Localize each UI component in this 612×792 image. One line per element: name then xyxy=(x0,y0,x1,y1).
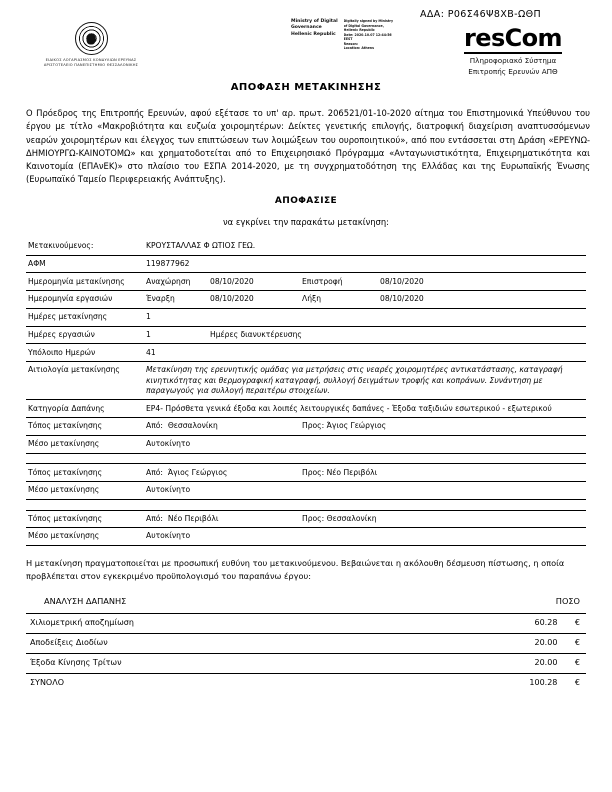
rescom-wordmark: resCom xyxy=(464,24,562,52)
cost-row-name: Αποδείξεις Διοδίων xyxy=(26,634,465,654)
overnight-value xyxy=(378,326,586,344)
seal-caption-line-2: ΑΡΙΣΤΟΤΕΛΕΙΟ ΠΑΝΕΠΙΣΤΗΜΙΟ ΘΕΣΣΑΛΟΝΙΚΗΣ xyxy=(43,63,139,68)
travel-details-table xyxy=(26,238,586,546)
signature-line-1: Digitally signed by Ministry xyxy=(343,19,394,23)
table-row-expense-category xyxy=(26,400,586,418)
signature-line-2: of Digital Governance, xyxy=(343,23,384,28)
table-row-place-2 xyxy=(26,464,586,482)
cost-row-currency: € xyxy=(559,654,586,674)
signature-line-4: Date: 2020.10.07 12:44:56 xyxy=(343,32,392,37)
rescom-subtitle-line-2: Επιτροπής Ερευνών ΑΠΘ xyxy=(468,67,558,77)
departure-value: 08/10/2020 xyxy=(208,273,300,291)
cost-breakdown-table xyxy=(26,613,586,693)
cost-header-name: ΑΝΑΛΥΣΗ ΔΑΠΑΝΗΣ xyxy=(44,596,127,607)
place-label-1: Τόπος μετακίνησης xyxy=(26,418,144,436)
page-title: ΑΠΟΦΑΣΗ ΜΕΤΑΚΙΝΗΣΗΣ xyxy=(230,82,382,93)
cost-total-label: ΣΥΝΟΛΟ xyxy=(26,674,465,693)
end-value: 08/10/2020 xyxy=(378,291,586,309)
cost-row-currency: € xyxy=(559,614,586,634)
cost-row-amount: 20.00 xyxy=(465,634,559,654)
table-row-means-2 xyxy=(26,482,586,500)
cost-row-amount: 20.00 xyxy=(465,654,559,674)
travel-date-label: Ημερομηνία μετακίνησης xyxy=(26,273,144,291)
table-row-traveller xyxy=(26,238,586,255)
means-label-2: Μέσο μετακίνησης xyxy=(26,482,144,500)
digital-signature-details xyxy=(344,19,393,51)
table-row-travel-date xyxy=(26,273,586,291)
work-days-value: 1 xyxy=(144,326,208,344)
place-from-1: Από: Θεσσαλονίκη xyxy=(144,418,300,436)
means-value-1: Αυτοκίνητο xyxy=(144,436,586,454)
cost-row-currency: € xyxy=(559,634,586,654)
work-date-label: Ημερομηνία εργασιών xyxy=(26,291,144,309)
work-days-label: Ημέρες εργασιών xyxy=(26,326,144,344)
afm-value: 119877962 xyxy=(144,255,586,273)
approval-line: να εγκρίνει την παρακάτω μετακίνηση: xyxy=(222,216,389,227)
traveller-value: ΚΡΟΥΣΤΑΛΛΑΣ Φ ΩΤΙΟΣ ΓΕΩ. xyxy=(144,238,586,255)
responsibility-note: Η μετακίνηση πραγματοποιείται με προσωπική ευθύνη του μετακινούμενου. Βεβαιώνεται η ακόλουθη δέσμευση πίστωσης, η οποία προβλέπεται στον εγκεκριμένο προϋπολογισμό του παραπάνω έργου: xyxy=(26,558,565,582)
end-label: Λήξη xyxy=(300,291,378,309)
cost-total-amount: 100.28 xyxy=(465,674,559,693)
ada-code: ΑΔΑ: Ρ06Σ46Ψ8ΧΒ-ΩΘΠ xyxy=(420,9,542,20)
remaining-days-value: 41 xyxy=(144,344,586,362)
overnight-label: Ημέρες διανυκτέρευσης xyxy=(208,326,378,344)
table-row-place-1 xyxy=(26,418,586,436)
return-value: 08/10/2020 xyxy=(378,273,586,291)
cost-row xyxy=(26,634,586,654)
ministry-name-line-2: Governance xyxy=(291,25,322,31)
travel-days-label: Ημέρες μετακίνησης xyxy=(26,308,144,326)
cost-total-row xyxy=(26,674,586,693)
intro-paragraph: Ο Πρόεδρος της Επιτροπής Ερευνών, αφού εξέτασε το υπ' αρ. πρωτ. 206521/01-10-2020 αίτημα του Επιστημονικά Υπεύθυνου του έργου με τίτλο «Μακροβιότητα και ευζωία χοιρομητέρων: Δείκτες γενετικής επιλογής, διατροφική διαχείριση αναπτυσσόμενων νεαρών χοιρομητέρων και έλεγχος των επιπτώσεων των λοιμώξεων του ουροποιητικού», από που εντάσσεται στη Δράση «ΕΡΕΥΝΩ-ΔΗΜΙΟΥΡΓΩ-ΚΑΙΝΟΤΟΜΩ» και χρηματοδοτείται από το Επιχειρησιακό Πρόγραμμα «Ανταγωνιστικότητα, Επιχειρηματικότητα και Καινοτομία (ΕΠΑνΕΚ)» στο πλαίσιο του ΕΣΠΑ 2014-2020, με τη συγχρηματοδότηση της Ελλάδας και της Ευρωπαϊκής Ένωσης (Ευρωπαϊκό Ταμείο Περιφερειακής Ανάπτυξης). xyxy=(26,108,590,185)
ministry-signature-block xyxy=(291,19,393,51)
rescom-logo-block xyxy=(433,26,593,76)
place-to-1: Προς: Άγιος Γεώργιος xyxy=(300,418,586,436)
table-row-work-days xyxy=(26,326,586,344)
means-value-2: Αυτοκίνητο xyxy=(144,482,586,500)
cost-table-header xyxy=(26,596,586,606)
leg-separator-1 xyxy=(26,453,586,464)
reason-value: Μετακίνηση της ερευνητικής ομάδας για μετρήσεις στις νεαρές χοιρομητέρες αντικατάστασης, καταγραφή κινητικότητας και θερμογραφική καταγραφή, συλλογή δειγμάτων τροφής και κοπράνων. Συνάντηση με παραγωγούς για συλλογή περαιτέρω στοιχείων. xyxy=(144,362,586,400)
place-to-3: Προς: Θεσσαλονίκη xyxy=(300,510,586,528)
start-label: Έναρξη xyxy=(144,291,208,309)
start-value: 08/10/2020 xyxy=(208,291,300,309)
university-seal-icon xyxy=(75,22,108,55)
reason-label: Αιτιολογία μετακίνησης xyxy=(26,362,144,400)
cost-row xyxy=(26,614,586,634)
means-value-3: Αυτοκίνητο xyxy=(144,528,586,546)
signature-line-6: Reason: xyxy=(343,41,359,46)
table-row-travel-days xyxy=(26,308,586,326)
cost-row-amount: 60.28 xyxy=(465,614,559,634)
rescom-subtitle-line-1: Πληροφοριακό Σύστημα xyxy=(469,56,557,65)
cost-row-name: Έξοδα Κίνησης Τρίτων xyxy=(26,654,465,674)
place-to-2: Προς: Νέο Περιβόλι xyxy=(300,464,586,482)
ministry-name-line-1: Ministry of Digital xyxy=(291,19,338,24)
expense-category-label: Κατηγορία Δαπάνης xyxy=(26,400,144,418)
seal-caption-line-1: ΕΙΔΙΚΟΣ ΛΟΓΑΡΙΑΣΜΟΣ ΚΟΝΔΥΛΙΩΝ ΕΡΕΥΝΑΣ xyxy=(45,58,137,62)
decision-heading: ΑΠΟΦΑΣΙΣΕ xyxy=(274,195,338,206)
document-header xyxy=(0,0,612,78)
cost-row-name: Χιλιομετρική αποζημίωση xyxy=(26,614,465,634)
travel-days-value: 1 xyxy=(144,308,586,326)
signature-line-3: Hellenic Republic xyxy=(343,28,375,32)
traveller-label: Μετακινούμενος: xyxy=(26,238,144,255)
leg-separator-2 xyxy=(26,499,586,510)
remaining-days-label: Υπόλοιπο Ημερών xyxy=(26,344,144,362)
ministry-name-line-3: Hellenic Republic xyxy=(291,31,336,37)
afm-label: ΑΦΜ xyxy=(26,255,144,273)
table-row-reason xyxy=(26,362,586,400)
table-row-afm xyxy=(26,255,586,273)
means-label-3: Μέσο μετακίνησης xyxy=(26,528,144,546)
departure-label: Αναχώρηση xyxy=(144,273,208,291)
place-from-3: Από: Νέο Περιβόλι xyxy=(144,510,300,528)
place-label-3: Τόπος μετακίνησης xyxy=(26,510,144,528)
ministry-name xyxy=(291,19,338,51)
university-seal-block xyxy=(18,22,164,69)
cost-header-amount: ΠΟΣΟ xyxy=(555,596,580,607)
table-row-work-date xyxy=(26,291,586,309)
means-label-1: Μέσο μετακίνησης xyxy=(26,436,144,454)
return-label: Επιστροφή xyxy=(300,273,378,291)
cost-total-currency: € xyxy=(559,674,586,693)
expense-category-value: EP4- Πρόσθετα γενικά έξοδα και λοιπές λειτουργικές δαπάνες - Έξοδα ταξιδιών εσωτερικού - εξωτερικού xyxy=(144,400,586,418)
signature-line-5: EEST xyxy=(343,37,353,41)
table-row-remaining-days xyxy=(26,344,586,362)
table-row-place-3 xyxy=(26,510,586,528)
place-label-2: Τόπος μετακίνησης xyxy=(26,464,144,482)
cost-row xyxy=(26,654,586,674)
place-from-2: Από: Άγιος Γεώργιος xyxy=(144,464,300,482)
table-row-means-1 xyxy=(26,436,586,454)
table-row-means-3 xyxy=(26,528,586,546)
signature-line-7: Location: Athens xyxy=(343,46,374,50)
